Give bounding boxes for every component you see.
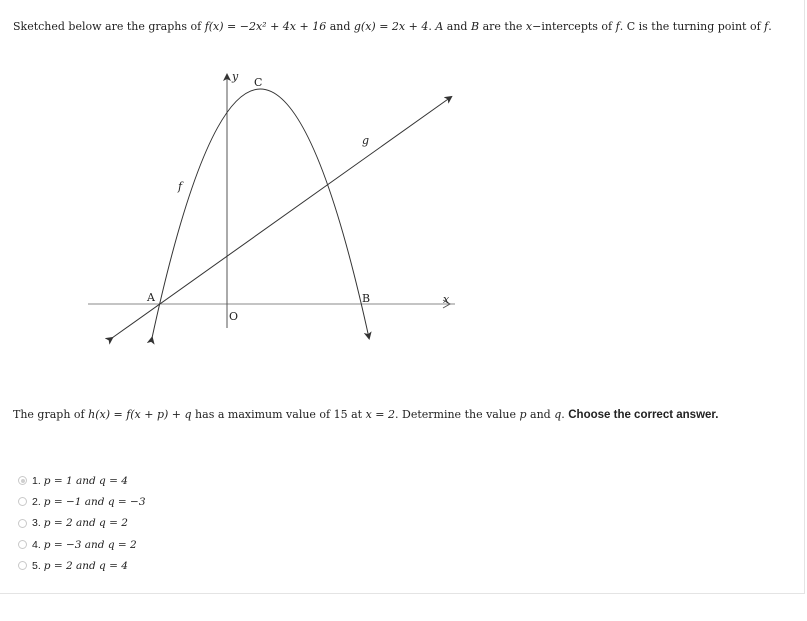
question-part: . [561,408,569,421]
radio-button[interactable] [18,519,27,528]
option-text: p = 2 and q = 2 [43,517,128,530]
question-part: . Determine the value [395,408,520,421]
answer-options [18,470,146,576]
option-number: 2. [32,495,41,508]
intro-part: . C is the turning point of [619,20,765,33]
option-text: p = −3 and q = 2 [43,538,137,551]
radio-button[interactable] [18,476,27,485]
x-ref: x [525,20,533,33]
point-b-label: B [362,292,371,305]
turning-point-c-label: C [254,76,263,89]
y-axis-label: y [232,70,239,83]
intro-part: are the [479,20,526,33]
intro-part: and [326,20,354,33]
radio-button[interactable] [18,561,27,570]
p-ref: p [519,408,527,421]
answer-option-4[interactable] [18,534,146,555]
answer-option-2[interactable] [18,491,146,512]
f-ref: f [615,20,620,33]
option-text: p = −1 and q = −3 [43,495,146,508]
option-number: 1. [32,474,41,487]
option-number: 4. [32,538,41,551]
f-parabola [152,89,369,338]
answer-option-3[interactable] [18,513,146,534]
g-expression: g(x) = 2x + 4 [353,20,429,33]
question-part: and [526,408,555,421]
radio-button[interactable] [18,497,27,506]
intro-part: . [768,20,772,33]
answer-option-5[interactable] [18,555,146,576]
h-expression: h(x) = f(x + p) + q [88,408,192,421]
x-axis-label: x [443,293,450,306]
point-a-label: A [147,291,155,304]
option-number: 3. [32,517,41,530]
intro-part: . [428,20,436,33]
question-part: has a maximum value of 15 at [191,408,366,421]
intro-part: −intercepts of [532,20,616,33]
option-text: p = 1 and q = 4 [43,474,128,487]
g-line-label: g [362,134,370,147]
instruction-text: Choose the correct answer. [568,409,719,421]
f-curve-label: f [178,180,183,193]
point-b-ref: B [470,20,480,33]
x-value-expression: x = 2 [365,408,396,421]
question-part: The graph of [13,408,89,421]
point-a-ref: A [435,20,444,33]
option-number: 5. [32,559,41,572]
radio-button[interactable] [18,540,27,549]
q-ref: q [554,408,562,421]
f-expression: f(x) = −2x² + 4x + 16 [204,20,327,33]
intro-part: Sketched below are the graphs of [13,20,205,33]
option-text: p = 2 and q = 4 [43,559,128,572]
origin-label: O [229,310,239,323]
intro-part: and [443,20,471,33]
g-line [112,97,451,338]
question-text [13,408,718,421]
f-ref: f [764,20,769,33]
answer-option-1[interactable] [18,470,146,491]
